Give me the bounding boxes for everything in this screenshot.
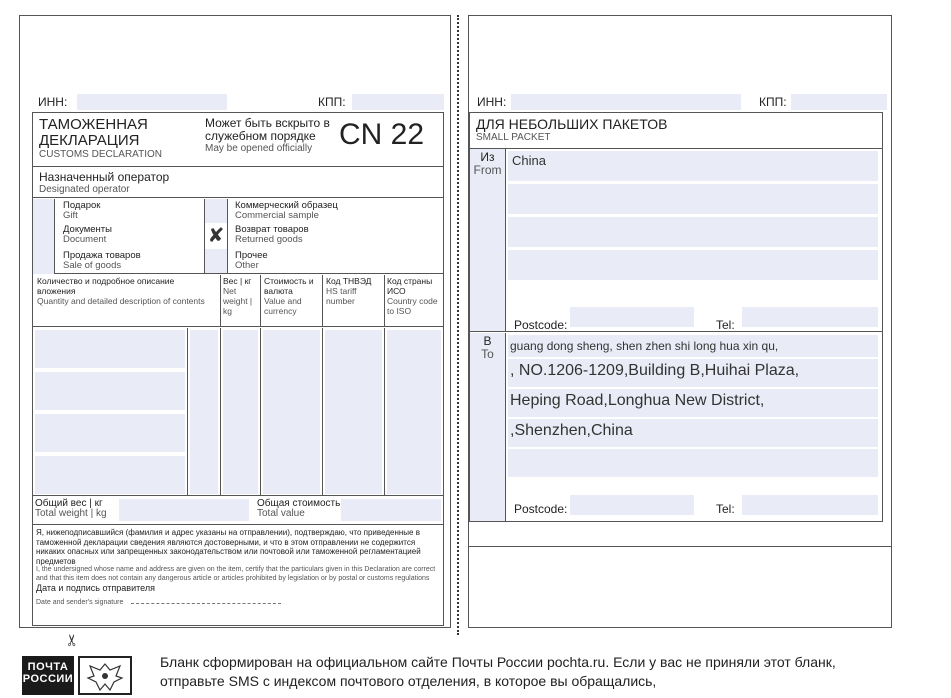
from-postcode-row [508,283,882,332]
signature-ru: Дата и подпись отправителя [36,583,155,593]
col-value-ru: Стоимость и валюта [264,276,314,296]
declaration-en: I, the undersigned whose name and address are given on the item, certify that the particulars given in this Declaration are correct and that this item does not contain any dangerous article or articles prohibited by legislation or by postal or customs regulations [36,566,436,582]
inn-row [32,94,444,110]
categories-grid [33,199,443,274]
from-tel-field[interactable] [742,307,878,327]
to-line-4[interactable]: ,Shenzhen,China [508,419,878,447]
country-fill[interactable] [387,330,441,494]
logo-line1: ПОЧТА [27,661,69,673]
category-gift-ru: Подарок [63,200,101,211]
kpp-field-right[interactable] [791,94,887,110]
value-cells[interactable] [261,328,323,496]
col-description-ru: Количество и подробное описание вложения [37,276,175,296]
to-tel-field[interactable] [742,495,878,515]
inn-label: ИНН: [38,95,68,109]
small-packet-ru: ДЛЯ НЕБОЛЬШИХ ПАКЕТОВ [476,116,668,132]
eagle-emblem-icon [78,656,132,695]
hs-cells[interactable] [323,328,385,496]
col-hs-en: HS tariff number [326,286,357,306]
logo-line2: РОССИИ [22,673,74,685]
total-weight-ru: Общий вес | кг [35,498,103,509]
col-hs [323,275,385,327]
form-code: CN 22 [339,118,425,151]
to-section [470,333,882,521]
operator-ru: Назначенный оператор [39,170,170,184]
category-gift[interactable] [63,201,100,221]
declaration-block [36,528,440,608]
category-returned[interactable] [235,225,309,245]
value-fill[interactable] [263,330,320,494]
qty-fill[interactable] [190,330,218,494]
from-line-1[interactable]: China [508,151,878,181]
operator-en: Designated operator [39,184,130,195]
total-weight [35,499,107,519]
right-bottom-divider [469,546,891,547]
to-label [470,333,506,521]
from-en: From [473,163,502,177]
pochta-logo [22,656,74,695]
cat-checkbox-col-2 [204,199,228,274]
small-packet-en: SMALL PACKET [476,132,551,143]
col-description [33,275,221,327]
small-packet-title [476,117,667,143]
open-ru: Может быть вскрыто в служебном порядке [205,116,330,143]
from-label [470,149,506,331]
signature-en: Date and sender's signature [36,599,124,606]
to-en: To [481,347,494,361]
checkbox-other[interactable] [205,249,227,273]
kpp-label: КПП: [318,95,346,109]
col-country-en: Country code to ISO [387,296,438,316]
col-weight-en: Net weight | kg [223,286,253,316]
from-postcode-field[interactable] [570,307,694,327]
footer-notice: Бланк сформирован на официальном сайте Почты России pochta.ru. Если у вас не приняли этот бланк, отправьте SMS с индексом почтового отделения, в которое вы обращались, [160,654,836,689]
table-row[interactable] [35,414,185,452]
desc-cells[interactable] [33,328,188,496]
inn-field[interactable] [77,94,227,110]
category-commercial-ru: Коммерческий образец [235,200,338,211]
to-postcode-field[interactable] [570,495,694,515]
to-line-3[interactable]: Heping Road,Longhua New District, [508,389,878,417]
category-sale-ru: Продажа товаров [63,250,141,261]
from-tel-label: Tel: [716,318,735,332]
category-document-en: Document [63,234,107,245]
title-ru: ТАМОЖЕННАЯ ДЕКЛАРАЦИЯ [39,116,148,149]
from-line-4[interactable] [508,250,878,280]
title-block [39,117,199,160]
kpp-field[interactable] [352,94,444,110]
col-value-en: Value and currency [264,296,302,316]
category-returned-ru: Возврат товаров [235,224,309,235]
total-value-ru: Общая стоимость [257,498,341,509]
col-hs-ru: Код ТНВЭД [326,276,372,286]
from-line-3[interactable] [508,217,878,247]
cn22-box [32,112,444,626]
inn-field-right[interactable] [511,94,741,110]
category-other-ru: Прочее [235,250,268,261]
category-commercial[interactable] [235,201,338,221]
category-document-ru: Документы [63,224,112,235]
col-description-en: Quantity and detailed description of contents [37,296,205,306]
total-weight-en: Total weight | kg [35,508,107,519]
total-weight-field[interactable] [119,499,249,521]
category-returned-en: Returned goods [235,234,303,245]
eagle-svg [80,658,130,693]
country-cells[interactable] [385,328,443,496]
table-row[interactable] [35,372,185,410]
checkbox-returned[interactable]: ✘ [207,225,225,247]
to-postcode-row [508,479,882,519]
weight-cells[interactable] [221,328,261,496]
open-notice [205,117,335,154]
col-weight-ru: Вес | кг [223,276,252,286]
weight-fill[interactable] [223,330,258,494]
total-value-field[interactable] [341,499,441,521]
from-line-2[interactable] [508,184,878,214]
to-line-5[interactable] [508,449,878,477]
small-packet-box [469,112,883,522]
category-document[interactable] [63,225,112,245]
from-ru: Из [480,150,495,164]
contents-table-body [33,328,443,496]
from-section [470,148,882,332]
to-ru: В [483,334,492,348]
to-tel-label: Tel: [716,502,735,516]
to-postcode-label: Postcode: [514,502,568,516]
totals-row [33,497,443,525]
cat-checkbox-col-1 [33,199,55,274]
open-en: May be opened officially [205,143,313,154]
signature-line [131,603,281,604]
inn-row-right [469,94,891,110]
category-sale[interactable] [63,251,141,271]
total-value-en: Total value [257,508,305,519]
kpp-label-right: КПП: [759,95,787,109]
title-en: CUSTOMS DECLARATION [39,149,162,160]
col-value [261,275,323,327]
category-other[interactable] [235,251,268,271]
customs-declaration-form [19,15,451,628]
col-country [385,275,443,327]
inn-label-right: ИНН: [477,95,507,109]
to-line-1[interactable]: guang dong sheng, shen zhen shi long hua xin qu, [508,335,878,357]
col-country-ru: Код страны ИСО [387,276,433,296]
from-postcode-label: Postcode: [514,318,568,332]
category-other-en: Other [235,260,259,271]
table-row[interactable] [35,456,185,494]
address-form [468,15,892,628]
category-sale-en: Sale of goods [63,260,122,271]
operator-row [33,166,443,198]
checkbox-commercial[interactable] [205,199,227,223]
category-commercial-en: Commercial sample [235,210,319,221]
col-weight [221,275,261,327]
hs-fill[interactable] [325,330,382,494]
cut-line [457,15,459,635]
to-line-2[interactable]: , NO.1206-1209,Building B,Huihai Plaza, [508,359,878,387]
scissors-icon: ✂ [64,633,82,647]
contents-table-header [33,275,443,327]
table-row[interactable] [35,330,185,368]
signature-row[interactable] [36,598,440,608]
category-gift-en: Gift [63,210,78,221]
qty-cells[interactable] [188,328,221,496]
declaration-ru: Я, нижеподписавшийся (фамилия и адрес указаны на отправлении), подтверждаю, что приведенные в таможенной декларации сведения являются достоверными, и что в этом отправлении не содержится никаких опасных или запрещенных законодательством или почтовой или таможенной регламентацией предметов [36,528,421,566]
operator-labels [39,171,169,195]
total-value [257,499,340,519]
